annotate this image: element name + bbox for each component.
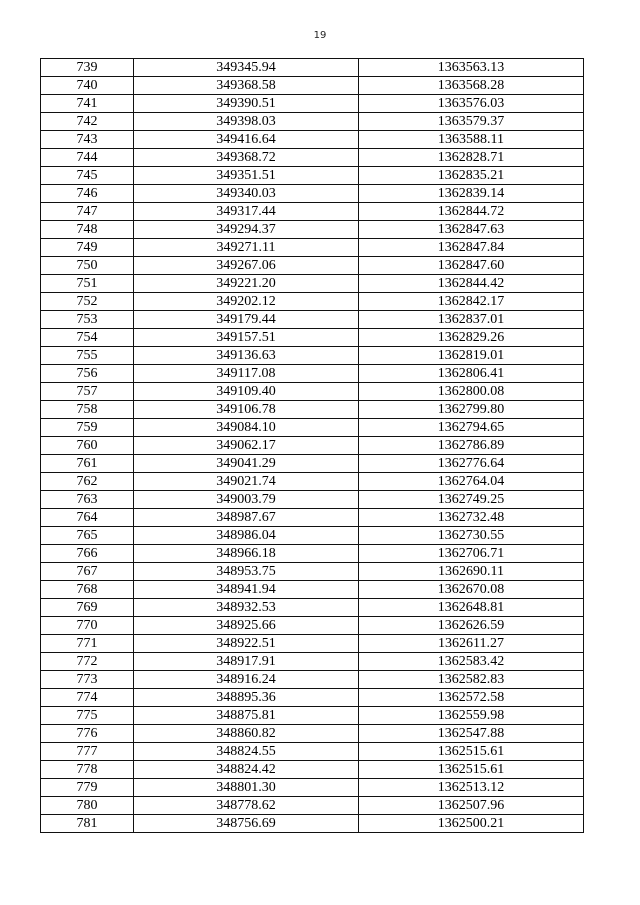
table-row xyxy=(41,77,584,95)
table-row xyxy=(41,689,584,707)
table-row xyxy=(41,131,584,149)
point-number-cell: 771 xyxy=(41,635,134,653)
table-row xyxy=(41,617,584,635)
y-coordinate-cell: 1362732.48 xyxy=(359,509,584,527)
x-coordinate-cell: 349202.12 xyxy=(134,293,359,311)
point-number-cell: 745 xyxy=(41,167,134,185)
y-coordinate-cell: 1362842.17 xyxy=(359,293,584,311)
x-coordinate-cell: 349106.78 xyxy=(134,401,359,419)
y-coordinate-cell: 1362806.41 xyxy=(359,365,584,383)
x-coordinate-cell: 348860.82 xyxy=(134,725,359,743)
x-coordinate-cell: 348917.91 xyxy=(134,653,359,671)
point-number-cell: 751 xyxy=(41,275,134,293)
point-number-cell: 762 xyxy=(41,473,134,491)
point-number-cell: 770 xyxy=(41,617,134,635)
point-number-cell: 744 xyxy=(41,149,134,167)
table-row xyxy=(41,473,584,491)
y-coordinate-cell: 1362513.12 xyxy=(359,779,584,797)
y-coordinate-cell: 1362670.08 xyxy=(359,581,584,599)
y-coordinate-cell: 1362515.61 xyxy=(359,743,584,761)
x-coordinate-cell: 348941.94 xyxy=(134,581,359,599)
point-number-cell: 759 xyxy=(41,419,134,437)
point-number-cell: 741 xyxy=(41,95,134,113)
point-number-cell: 774 xyxy=(41,689,134,707)
y-coordinate-cell: 1362835.21 xyxy=(359,167,584,185)
x-coordinate-cell: 349062.17 xyxy=(134,437,359,455)
x-coordinate-cell: 348756.69 xyxy=(134,815,359,833)
point-number-cell: 780 xyxy=(41,797,134,815)
y-coordinate-cell: 1362837.01 xyxy=(359,311,584,329)
point-number-cell: 752 xyxy=(41,293,134,311)
x-coordinate-cell: 349221.20 xyxy=(134,275,359,293)
point-number-cell: 749 xyxy=(41,239,134,257)
point-number-cell: 765 xyxy=(41,527,134,545)
point-number-cell: 763 xyxy=(41,491,134,509)
x-coordinate-cell: 348922.51 xyxy=(134,635,359,653)
y-coordinate-cell: 1362794.65 xyxy=(359,419,584,437)
table-row xyxy=(41,455,584,473)
x-coordinate-cell: 349351.51 xyxy=(134,167,359,185)
x-coordinate-cell: 348986.04 xyxy=(134,527,359,545)
x-coordinate-cell: 348824.55 xyxy=(134,743,359,761)
y-coordinate-cell: 1362706.71 xyxy=(359,545,584,563)
table-row xyxy=(41,113,584,131)
point-number-cell: 746 xyxy=(41,185,134,203)
point-number-cell: 777 xyxy=(41,743,134,761)
table-row xyxy=(41,311,584,329)
table-row xyxy=(41,95,584,113)
x-coordinate-cell: 349271.11 xyxy=(134,239,359,257)
point-number-cell: 773 xyxy=(41,671,134,689)
table-row xyxy=(41,149,584,167)
y-coordinate-cell: 1362847.63 xyxy=(359,221,584,239)
point-number-cell: 767 xyxy=(41,563,134,581)
table-row xyxy=(41,563,584,581)
y-coordinate-cell: 1362829.26 xyxy=(359,329,584,347)
page-number: 19 xyxy=(313,30,327,41)
table-row xyxy=(41,365,584,383)
x-coordinate-cell: 349317.44 xyxy=(134,203,359,221)
table-row xyxy=(41,707,584,725)
x-coordinate-cell: 349117.08 xyxy=(134,365,359,383)
x-coordinate-cell: 349084.10 xyxy=(134,419,359,437)
y-coordinate-cell: 1362515.61 xyxy=(359,761,584,779)
table-row xyxy=(41,203,584,221)
x-coordinate-cell: 348875.81 xyxy=(134,707,359,725)
point-number-cell: 750 xyxy=(41,257,134,275)
x-coordinate-cell: 349157.51 xyxy=(134,329,359,347)
x-coordinate-cell: 348895.36 xyxy=(134,689,359,707)
x-coordinate-cell: 349416.64 xyxy=(134,131,359,149)
x-coordinate-cell: 348953.75 xyxy=(134,563,359,581)
point-number-cell: 743 xyxy=(41,131,134,149)
table-row xyxy=(41,725,584,743)
point-number-cell: 753 xyxy=(41,311,134,329)
point-number-cell: 754 xyxy=(41,329,134,347)
y-coordinate-cell: 1362730.55 xyxy=(359,527,584,545)
table-row xyxy=(41,815,584,833)
y-coordinate-cell: 1362799.80 xyxy=(359,401,584,419)
table-row xyxy=(41,671,584,689)
y-coordinate-cell: 1362572.58 xyxy=(359,689,584,707)
point-number-cell: 776 xyxy=(41,725,134,743)
x-coordinate-cell: 349398.03 xyxy=(134,113,359,131)
point-number-cell: 747 xyxy=(41,203,134,221)
table-row xyxy=(41,509,584,527)
table-row xyxy=(41,239,584,257)
x-coordinate-cell: 349368.58 xyxy=(134,77,359,95)
table-row xyxy=(41,761,584,779)
table-row xyxy=(41,527,584,545)
table-row xyxy=(41,653,584,671)
y-coordinate-cell: 1362828.71 xyxy=(359,149,584,167)
x-coordinate-cell: 349368.72 xyxy=(134,149,359,167)
y-coordinate-cell: 1362611.27 xyxy=(359,635,584,653)
coordinates-table-body xyxy=(41,59,584,833)
point-number-cell: 739 xyxy=(41,59,134,77)
y-coordinate-cell: 1362626.59 xyxy=(359,617,584,635)
table-row xyxy=(41,257,584,275)
y-coordinate-cell: 1362847.84 xyxy=(359,239,584,257)
y-coordinate-cell: 1362847.60 xyxy=(359,257,584,275)
y-coordinate-cell: 1362844.72 xyxy=(359,203,584,221)
table-row xyxy=(41,329,584,347)
point-number-cell: 769 xyxy=(41,599,134,617)
y-coordinate-cell: 1362749.25 xyxy=(359,491,584,509)
point-number-cell: 768 xyxy=(41,581,134,599)
x-coordinate-cell: 349179.44 xyxy=(134,311,359,329)
y-coordinate-cell: 1362800.08 xyxy=(359,383,584,401)
x-coordinate-cell: 349136.63 xyxy=(134,347,359,365)
x-coordinate-cell: 349041.29 xyxy=(134,455,359,473)
point-number-cell: 748 xyxy=(41,221,134,239)
x-coordinate-cell: 348925.66 xyxy=(134,617,359,635)
table-row xyxy=(41,275,584,293)
y-coordinate-cell: 1362839.14 xyxy=(359,185,584,203)
table-row xyxy=(41,437,584,455)
y-coordinate-cell: 1362819.01 xyxy=(359,347,584,365)
x-coordinate-cell: 349294.37 xyxy=(134,221,359,239)
point-number-cell: 757 xyxy=(41,383,134,401)
table-row xyxy=(41,419,584,437)
y-coordinate-cell: 1362582.83 xyxy=(359,671,584,689)
x-coordinate-cell: 349345.94 xyxy=(134,59,359,77)
table-row xyxy=(41,545,584,563)
x-coordinate-cell: 349340.03 xyxy=(134,185,359,203)
table-row xyxy=(41,491,584,509)
table-row xyxy=(41,401,584,419)
x-coordinate-cell: 348801.30 xyxy=(134,779,359,797)
point-number-cell: 756 xyxy=(41,365,134,383)
table-row xyxy=(41,167,584,185)
table-row xyxy=(41,221,584,239)
table-row xyxy=(41,59,584,77)
y-coordinate-cell: 1363576.03 xyxy=(359,95,584,113)
x-coordinate-cell: 349021.74 xyxy=(134,473,359,491)
table-row xyxy=(41,797,584,815)
table-row xyxy=(41,347,584,365)
y-coordinate-cell: 1362507.96 xyxy=(359,797,584,815)
table-row xyxy=(41,293,584,311)
table-row xyxy=(41,743,584,761)
point-number-cell: 742 xyxy=(41,113,134,131)
x-coordinate-cell: 348932.53 xyxy=(134,599,359,617)
point-number-cell: 775 xyxy=(41,707,134,725)
point-number-cell: 766 xyxy=(41,545,134,563)
x-coordinate-cell: 349109.40 xyxy=(134,383,359,401)
point-number-cell: 755 xyxy=(41,347,134,365)
x-coordinate-cell: 349390.51 xyxy=(134,95,359,113)
y-coordinate-cell: 1363563.13 xyxy=(359,59,584,77)
table-row xyxy=(41,599,584,617)
y-coordinate-cell: 1362547.88 xyxy=(359,725,584,743)
table-row xyxy=(41,779,584,797)
point-number-cell: 760 xyxy=(41,437,134,455)
point-number-cell: 778 xyxy=(41,761,134,779)
point-number-cell: 779 xyxy=(41,779,134,797)
table-row xyxy=(41,383,584,401)
x-coordinate-cell: 348966.18 xyxy=(134,545,359,563)
point-number-cell: 761 xyxy=(41,455,134,473)
point-number-cell: 772 xyxy=(41,653,134,671)
y-coordinate-cell: 1362500.21 xyxy=(359,815,584,833)
y-coordinate-cell: 1362776.64 xyxy=(359,455,584,473)
coordinates-table xyxy=(40,58,584,833)
y-coordinate-cell: 1362844.42 xyxy=(359,275,584,293)
y-coordinate-cell: 1362583.42 xyxy=(359,653,584,671)
x-coordinate-cell: 348778.62 xyxy=(134,797,359,815)
y-coordinate-cell: 1362648.81 xyxy=(359,599,584,617)
x-coordinate-cell: 348916.24 xyxy=(134,671,359,689)
y-coordinate-cell: 1362764.04 xyxy=(359,473,584,491)
x-coordinate-cell: 348987.67 xyxy=(134,509,359,527)
y-coordinate-cell: 1363568.28 xyxy=(359,77,584,95)
y-coordinate-cell: 1362559.98 xyxy=(359,707,584,725)
point-number-cell: 781 xyxy=(41,815,134,833)
x-coordinate-cell: 349267.06 xyxy=(134,257,359,275)
y-coordinate-cell: 1362690.11 xyxy=(359,563,584,581)
y-coordinate-cell: 1363579.37 xyxy=(359,113,584,131)
y-coordinate-cell: 1363588.11 xyxy=(359,131,584,149)
x-coordinate-cell: 348824.42 xyxy=(134,761,359,779)
table-row xyxy=(41,185,584,203)
point-number-cell: 764 xyxy=(41,509,134,527)
x-coordinate-cell: 349003.79 xyxy=(134,491,359,509)
y-coordinate-cell: 1362786.89 xyxy=(359,437,584,455)
point-number-cell: 758 xyxy=(41,401,134,419)
table-row xyxy=(41,635,584,653)
point-number-cell: 740 xyxy=(41,77,134,95)
table-row xyxy=(41,581,584,599)
